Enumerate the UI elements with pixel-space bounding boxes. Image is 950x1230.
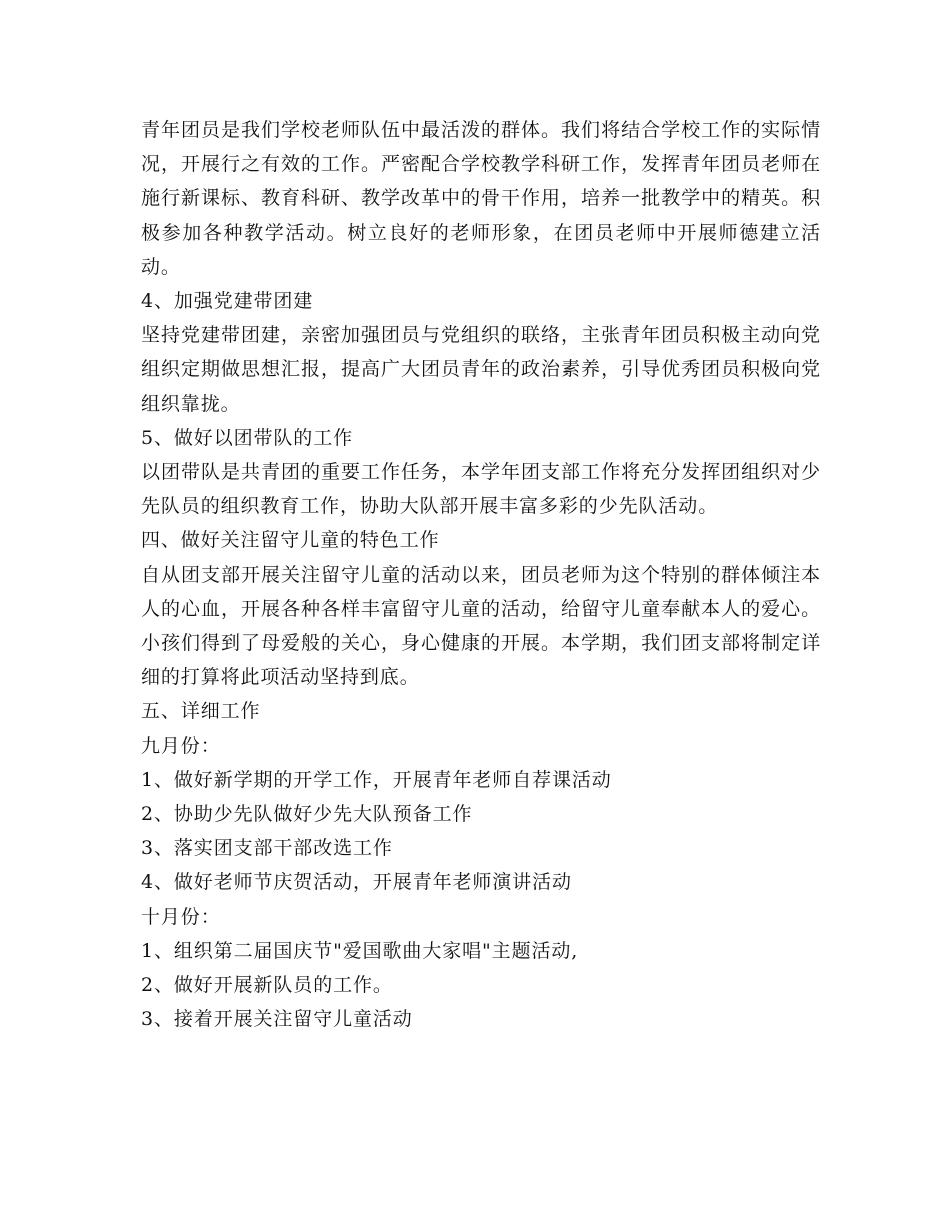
document-page (141, 113, 821, 1036)
paragraph-party-building: 坚持党建带团建，亲密加强团员与党组织的联络，主张青年团员积极主动向党组织定期做思想汇报，提高广大团员青年的政治素养，引导优秀团员积极向党组织靠拢。 (141, 324, 821, 415)
list-item: 1、做好新学期的开学工作，开展青年老师自荐课活动 (141, 768, 612, 791)
paragraph-teacher-role: 青年团员是我们学校老师队伍中最活泼的群体。我们将结合学校工作的实际情况，开展行之有效的工作。严密配合学校教学科研工作，发挥青年团员老师在施行新课标、教育科研、教学改革中的骨干作用，培养一批教学中的精英。积极参加各种教学活动。树立良好的老师形象，在团员老师中开展师德建立活动。 (141, 119, 821, 278)
heading-october: 十月份： (141, 905, 221, 928)
list-item: 4、做好老师节庆贺活动，开展青年老师演讲活动 (141, 871, 572, 894)
list-item: 1、组织第二届国庆节"爱国歌曲大家唱"主题活动, (141, 939, 579, 962)
heading-left-behind-children: 四、做好关注留守儿童的特色工作 (141, 529, 440, 552)
heading-party-building: 4、加强党建带团建 (141, 290, 314, 313)
paragraph-league-leads-pioneers: 以团带队是共青团的重要工作任务，本学年团支部工作将充分发挥团组织对少先队员的组织教育工作，协助大队部开展丰富多彩的少先队活动。 (141, 461, 821, 518)
list-item: 3、落实团支部干部改选工作 (141, 837, 393, 860)
list-item: 3、接着开展关注留守儿童活动 (141, 1008, 413, 1031)
heading-detailed-work: 五、详细工作 (141, 700, 261, 723)
heading-september: 九月份： (141, 734, 221, 757)
list-item: 2、做好开展新队员的工作。 (141, 974, 393, 997)
list-item: 2、协助少先队做好少先大队预备工作 (141, 803, 473, 826)
heading-league-leads-pioneers: 5、做好以团带队的工作 (141, 426, 353, 449)
paragraph-left-behind-children: 自从团支部开展关注留守儿童的活动以来，团员老师为这个特别的群体倾注本人的心血，开展各种各样丰富留守儿童的活动，给留守儿童奉献本人的爱心。小孩们得到了母爱般的关心，身心健康的开展。本学期，我们团支部将制定详细的打算将此项活动坚持到底。 (141, 563, 821, 689)
